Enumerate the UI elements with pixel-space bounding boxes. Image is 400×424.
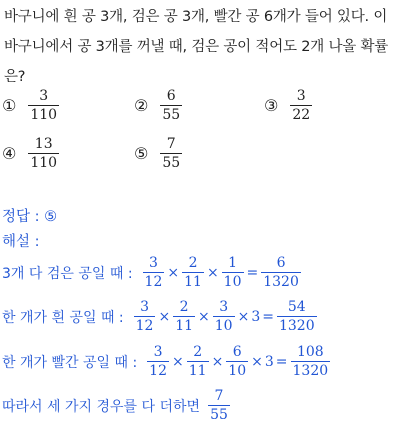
choice-mark: ① bbox=[2, 96, 17, 115]
answer-text: 정답 : ⑤ bbox=[2, 209, 58, 225]
fraction: $\frac{6}{10}$ bbox=[228, 344, 247, 379]
numerator: 7 bbox=[166, 136, 176, 152]
question-text: 바구니에 흰 공 3개, 검은 공 3개, 빨간 공 6개가 들어 있다. 이 바구니에서 공 3개를 꺼낼 때, 검은 공이 적어도 2개 나올 확률은? bbox=[4, 9, 389, 85]
choice-1 bbox=[2, 88, 61, 123]
multiplier: 3 bbox=[251, 308, 261, 325]
times-sign: × bbox=[198, 308, 210, 325]
choice-fraction bbox=[290, 88, 312, 123]
fraction: $\frac{2}{11}$ bbox=[184, 255, 202, 290]
choice-mark: ③ bbox=[264, 96, 279, 115]
choice-fraction bbox=[28, 136, 59, 171]
conclusion-label: 따라서 세 가지 경우를 다 더하면 bbox=[2, 398, 201, 415]
fraction: $\frac{2}{11}$ bbox=[175, 299, 194, 334]
final-fraction: $\frac{7}{55}$ bbox=[210, 388, 228, 423]
step-1 bbox=[2, 255, 303, 290]
choice-fraction bbox=[160, 88, 182, 123]
step-2 bbox=[2, 299, 319, 334]
step-label: 한 개가 흰 공일 때 : bbox=[2, 309, 124, 326]
choice-mark: ⑤ bbox=[134, 144, 149, 163]
choice-mark: ④ bbox=[2, 144, 17, 163]
fraction: $\frac{3}{12}$ bbox=[144, 255, 163, 290]
times-sign: × bbox=[237, 308, 250, 325]
step-3 bbox=[2, 344, 332, 379]
numerator: 6 bbox=[166, 88, 176, 104]
fraction: $\frac{1}{10}$ bbox=[223, 255, 242, 290]
times-sign: × bbox=[172, 353, 184, 370]
times-sign: × bbox=[211, 353, 224, 370]
result-fraction: $\frac{108}{1320}$ bbox=[292, 344, 329, 379]
choice-2 bbox=[134, 88, 184, 123]
times-sign: × bbox=[167, 264, 180, 281]
numerator: 3 bbox=[296, 88, 306, 104]
denominator: 110 bbox=[30, 155, 58, 171]
times-sign: × bbox=[251, 353, 263, 370]
times-sign: × bbox=[158, 308, 171, 325]
fraction: $\frac{3}{10}$ bbox=[214, 299, 233, 334]
choice-fraction bbox=[160, 136, 182, 171]
fraction: $\frac{3}{12}$ bbox=[149, 344, 167, 379]
step-label: 한 개가 빨간 공일 때 : bbox=[2, 354, 138, 371]
equals-sign: = bbox=[275, 353, 288, 370]
step-label: 3개 다 검은 공일 때 : bbox=[2, 265, 133, 282]
fraction: $\frac{2}{11}$ bbox=[188, 344, 207, 379]
denominator: 55 bbox=[162, 155, 181, 171]
fraction: $\frac{3}{12}$ bbox=[135, 299, 154, 334]
choice-3 bbox=[264, 88, 314, 123]
choice-4 bbox=[2, 136, 61, 171]
denominator: 22 bbox=[292, 107, 311, 123]
times-sign: × bbox=[206, 264, 219, 281]
numerator: 3 bbox=[39, 88, 49, 104]
numerator: 13 bbox=[34, 136, 53, 152]
denominator: 110 bbox=[30, 107, 58, 123]
explanation-label: 해설 : bbox=[2, 234, 40, 250]
choice-mark: ② bbox=[134, 96, 149, 115]
equals-sign: = bbox=[246, 264, 259, 281]
choice-fraction bbox=[28, 88, 59, 123]
denominator: 55 bbox=[162, 107, 181, 123]
conclusion bbox=[2, 388, 232, 423]
result-fraction: $\frac{54}{1320}$ bbox=[278, 299, 315, 334]
result-fraction: $\frac{6}{1320}$ bbox=[263, 255, 299, 290]
equals-sign: = bbox=[262, 308, 274, 325]
multiplier: 3 bbox=[264, 353, 274, 370]
choice-5 bbox=[134, 136, 184, 171]
